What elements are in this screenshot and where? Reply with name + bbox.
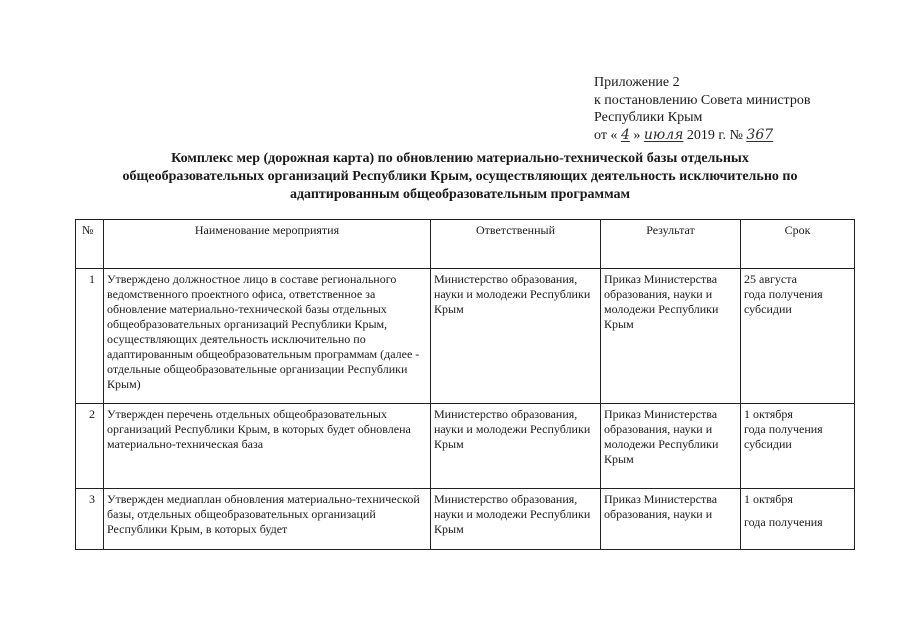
cell-num: 2 <box>76 404 104 489</box>
date-prefix: от « <box>594 127 618 143</box>
header-num: № <box>76 220 104 269</box>
cell-result: Приказ Министерства образования, науки и <box>601 489 741 550</box>
term-note: года получения <box>744 515 823 529</box>
cell-term <box>741 269 855 404</box>
cell-num: 3 <box>76 489 104 550</box>
appendix-block <box>594 74 810 144</box>
term-note: года получения субсидии <box>744 287 823 316</box>
date-month: июля <box>643 126 684 143</box>
appendix-line-3: Республики Крым <box>594 110 703 125</box>
table-header-row <box>76 220 855 269</box>
term-date: 1 октября <box>744 407 793 421</box>
appendix-line-2: к постановлению Совета министров <box>594 92 811 108</box>
cell-name: Утвержден перечень отдельных общеобразовательных организаций Республики Крым, в которых будет обновлена материально-техническая база <box>104 404 431 489</box>
cell-result: Приказ Министерства образования, науки и молодежи Республики Крым <box>601 404 741 489</box>
document-number: 367 <box>746 126 774 143</box>
term-date: 25 августа <box>744 272 797 286</box>
term-date: 1 октября <box>744 492 793 506</box>
cell-responsible: Министерство образования, науки и молодежи Республики Крым <box>431 489 601 550</box>
date-year: 2019 г. <box>686 127 727 143</box>
date-day: 4 <box>620 126 630 143</box>
appendix-line-1: Приложение 2 <box>594 75 680 90</box>
cell-result: Приказ Министерства образования, науки и молодежи Республики Крым <box>601 269 741 404</box>
table-row <box>76 404 855 489</box>
table-row <box>76 489 855 550</box>
appendix-date-line <box>594 127 810 145</box>
cell-responsible: Министерство образования, науки и молодежи Республики Крым <box>431 404 601 489</box>
term-note: года получения субсидии <box>744 422 823 451</box>
cell-name: Утверждено должностное лицо в составе регионального ведомственного проектного офиса, ответственное за обновление материально-технической базы отдельных общеобразовательных организаций Республики Крым, осуществляющих деятельность исключительно по адаптированным общеобразовательным программам (далее - отдельные общеобразовательные организации Республики Крым) <box>104 269 431 404</box>
roadmap-table <box>75 219 855 550</box>
date-mid: » <box>633 127 641 143</box>
cell-responsible: Министерство образования, науки и молодежи Республики Крым <box>431 269 601 404</box>
cell-num: 1 <box>76 269 104 404</box>
table-row <box>76 269 855 404</box>
document-title: Комплекс мер (дорожная карта) по обновлению материально-технической базы отдельных общеобразовательных организаций Республики Крым, осуществляющих деятельность исключительно по адаптированным общеобразовательным программам <box>122 151 798 202</box>
header-term: Срок <box>741 220 855 269</box>
header-result: Результат <box>601 220 741 269</box>
header-responsible: Ответственный <box>431 220 601 269</box>
cell-term <box>741 489 855 550</box>
header-name: Наименование мероприятия <box>104 220 431 269</box>
cell-name: Утвержден медиаплан обновления материально-технической базы, отдельных общеобразовательных организаций Республики Крым, в которых будет <box>104 489 431 550</box>
cell-term <box>741 404 855 489</box>
number-label: № <box>729 127 743 143</box>
